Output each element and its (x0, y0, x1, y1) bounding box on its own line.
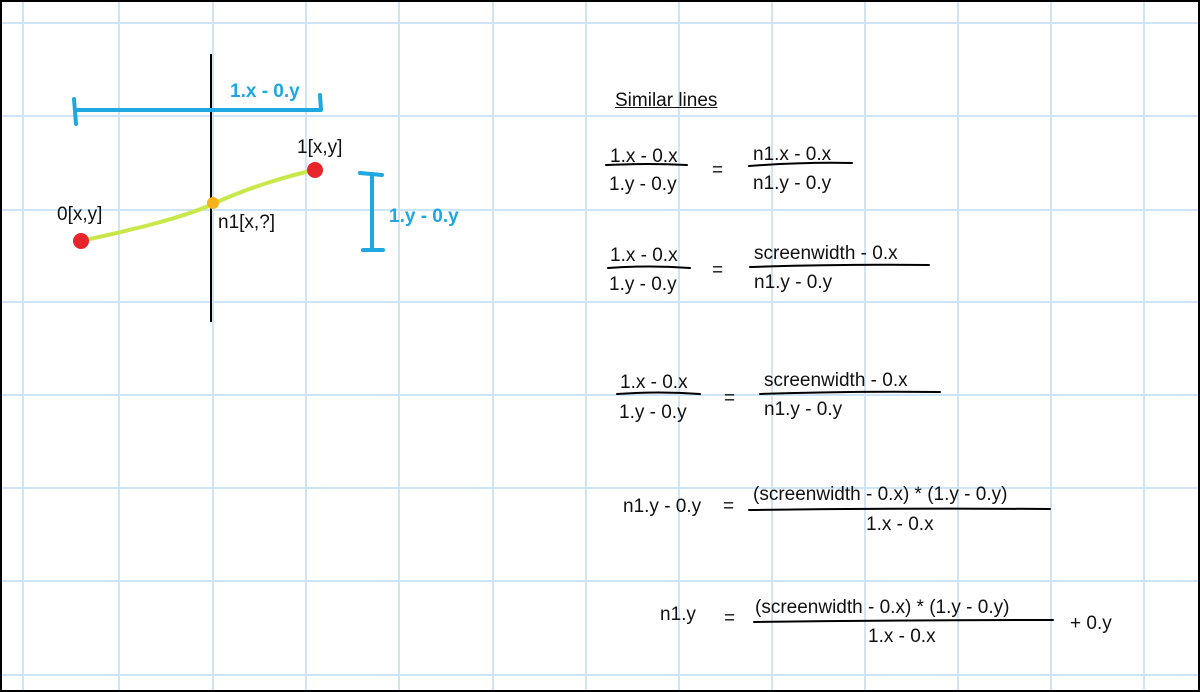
eq1-left-denominator: 1.y - 0.y (609, 174, 677, 195)
point-0-label: 0[x,y] (57, 204, 103, 225)
eq2-operator: = (712, 260, 724, 281)
eq4-right-denominator: 1.x - 0.x (866, 514, 934, 535)
eq2-right-denominator: n1.y - 0.y (754, 272, 833, 293)
dy-label: 1.y - 0.y (389, 206, 459, 227)
eq1-operator: = (712, 160, 724, 181)
eq2-left-numerator: 1.x - 0.x (610, 245, 678, 266)
intersection-label: n1[x,?] (218, 212, 276, 233)
eq4-lhs: n1.y - 0.y (623, 496, 702, 517)
intersection-point-n1 (207, 197, 219, 209)
equations-title: Similar lines (615, 90, 718, 111)
eq1-left-numerator: 1.x - 0.x (610, 146, 678, 167)
point-0 (73, 233, 89, 249)
eq3-left-numerator: 1.x - 0.x (620, 372, 688, 393)
eq3-left-denominator: 1.y - 0.y (619, 402, 687, 423)
eq5-right-numerator: (screenwidth - 0.x) * (1.y - 0.y) (755, 597, 1010, 618)
point-1-label: 1[x,y] (297, 137, 343, 158)
eq3-operator: = (724, 388, 736, 409)
eq3-right-numerator: screenwidth - 0.x (764, 370, 908, 391)
eq5-right-denominator: 1.x - 0.x (868, 626, 936, 647)
diagram-drawing (2, 2, 1198, 690)
point-1 (307, 162, 323, 178)
eq1-right-numerator: n1.x - 0.x (753, 144, 832, 165)
eq5-tail: + 0.y (1070, 613, 1112, 634)
eq1-right-denominator: n1.y - 0.y (753, 173, 832, 194)
dy-measure-bracket (360, 173, 383, 250)
eq2-left-denominator: 1.y - 0.y (609, 274, 677, 295)
dx-label: 1.x - 0.y (230, 81, 300, 102)
eq4-right-numerator: (screenwidth - 0.x) * (1.y - 0.y) (753, 484, 1008, 505)
eq5-operator: = (724, 608, 736, 629)
eq5-lhs: n1.y (660, 604, 696, 625)
eq3-right-denominator: n1.y - 0.y (764, 399, 843, 420)
eq4-operator: = (723, 496, 735, 517)
connecting-line (80, 170, 315, 241)
eq2-right-numerator: screenwidth - 0.x (754, 243, 898, 264)
